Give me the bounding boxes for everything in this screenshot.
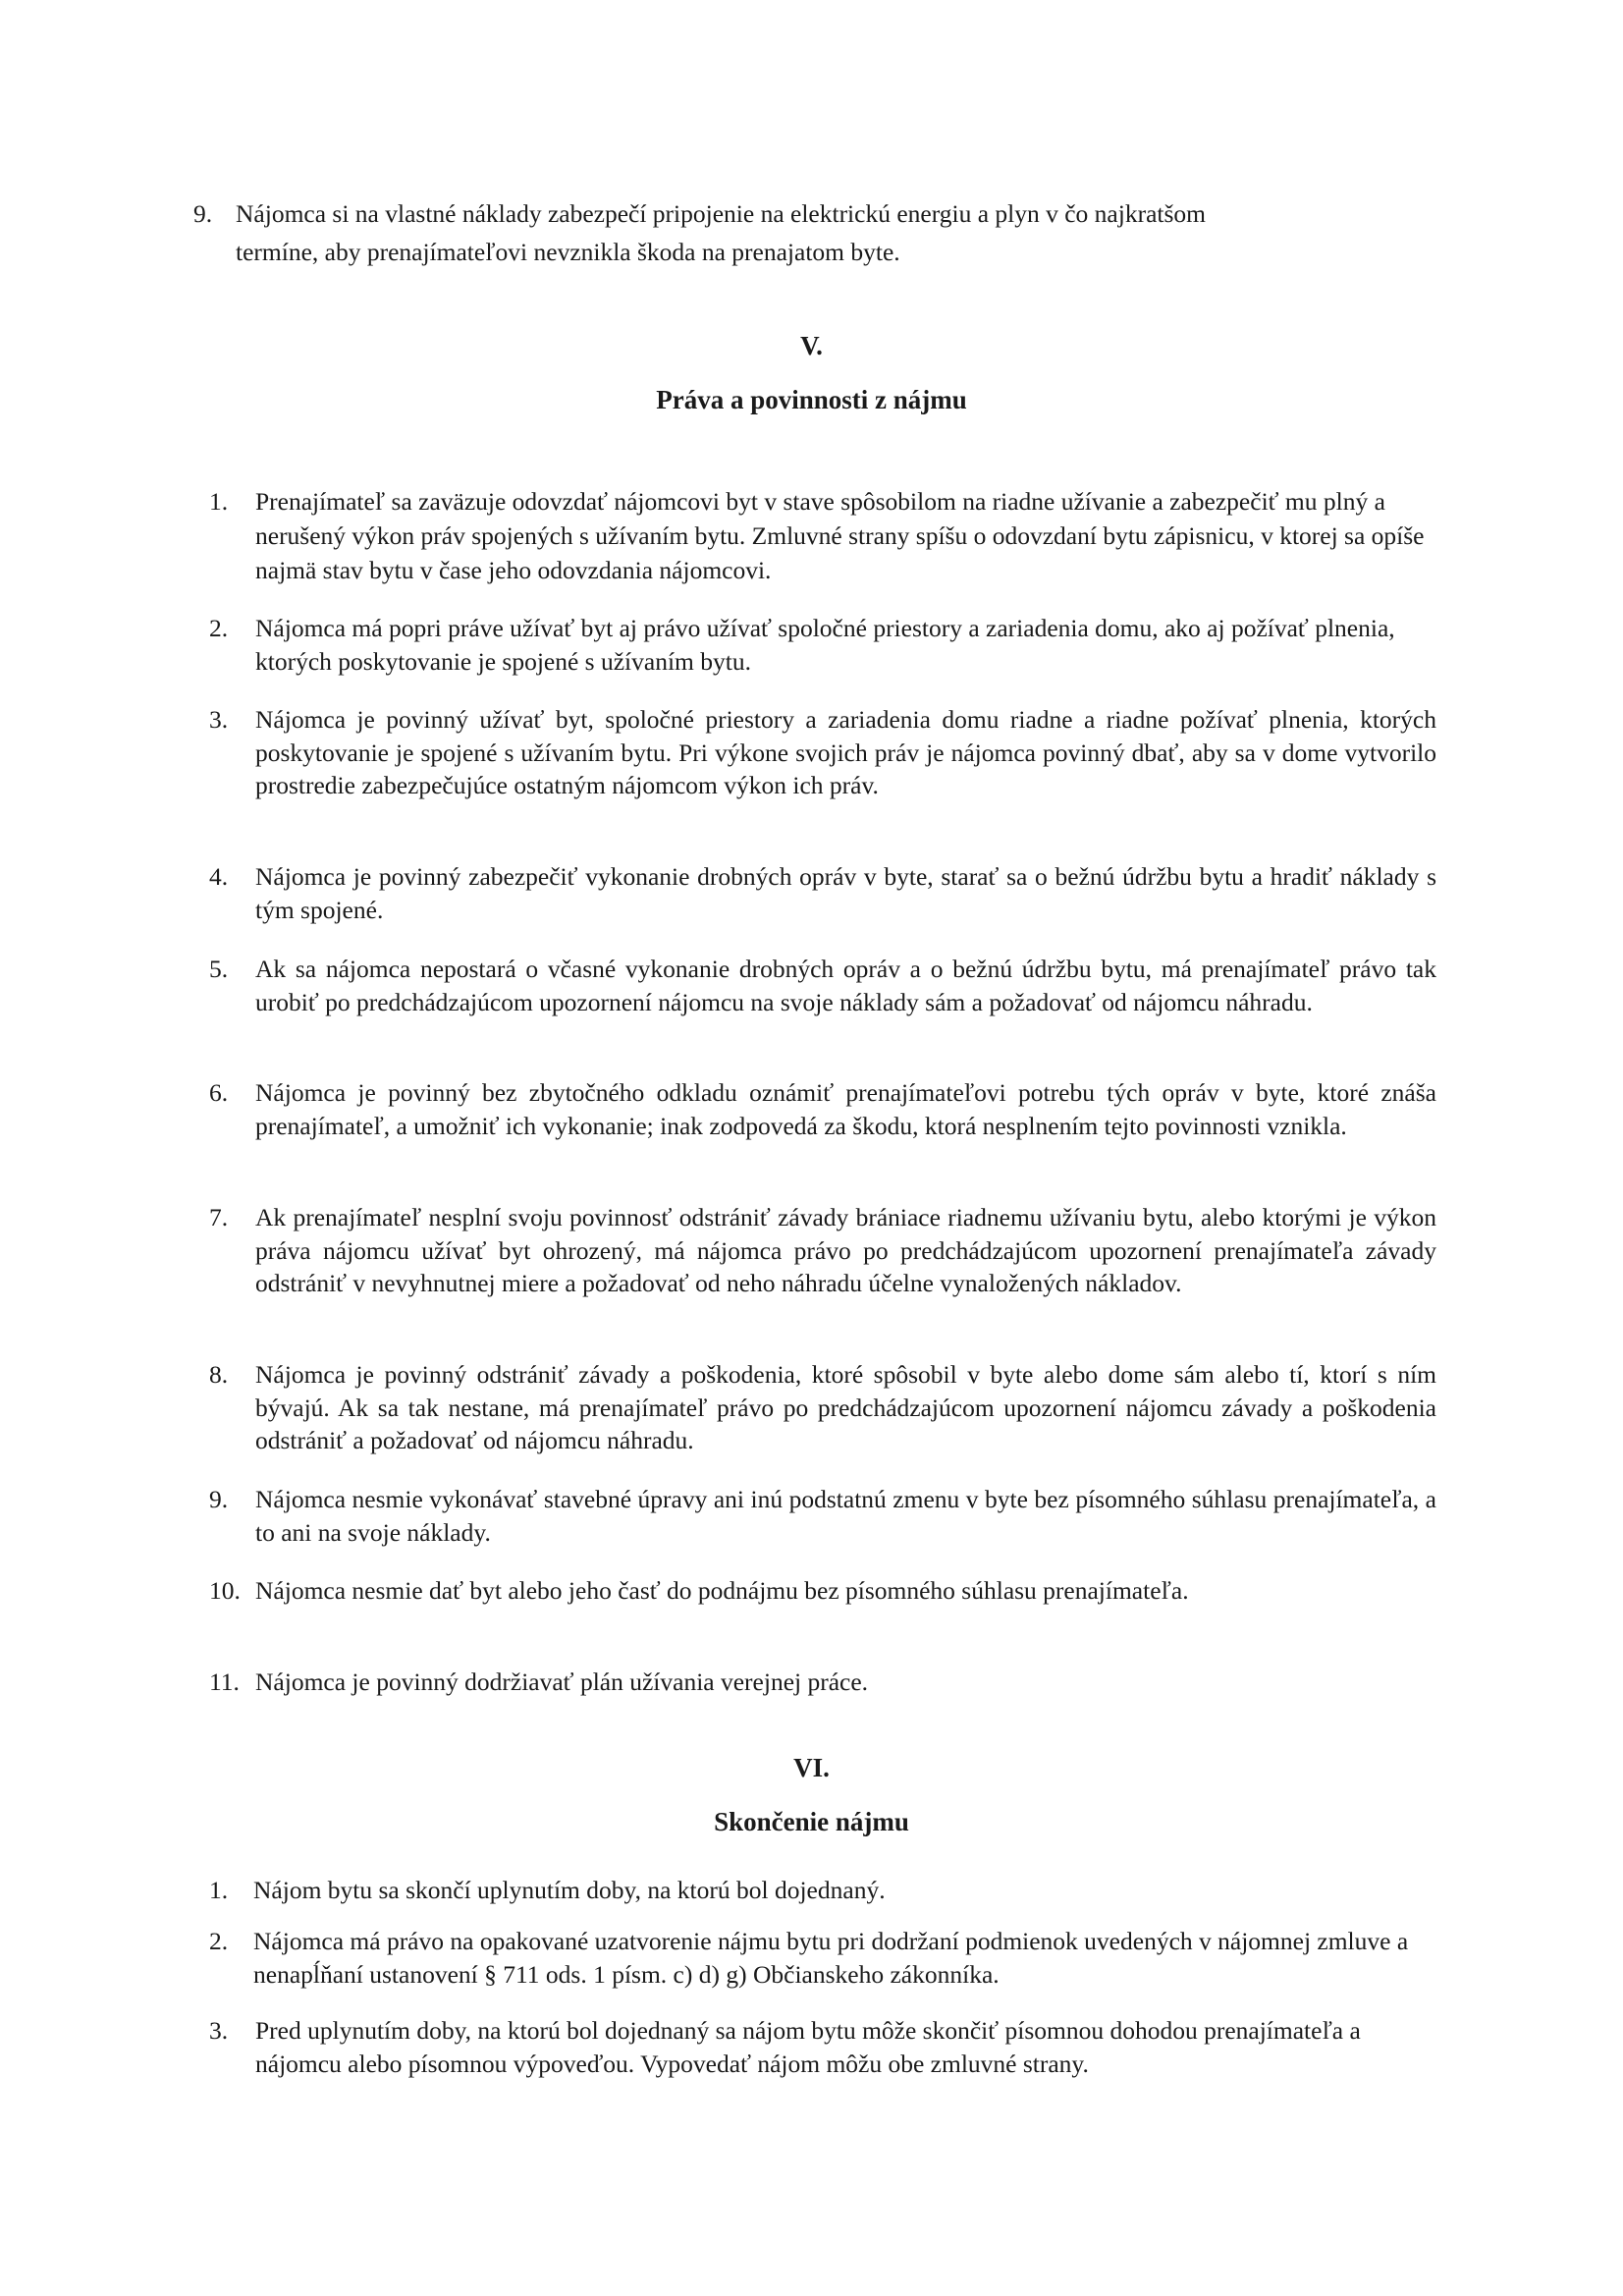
item-text: Nájomca je povinný užívať byt, spoločné priestory a zariadenia domu riadne a riadne požívať plnenia, ktorých poskytovanie je spojené s užívaním bytu. Pri výkone svojich práv je nájomca povinný dbať, aby sa v dome vytvorilo prostredie zabezpečujúce ostatným nájomcom výkon ich práv. [255,705,1436,799]
item-text: Nájom bytu sa skončí uplynutím doby, na ktorú bol dojednaný. [253,1876,886,1904]
list-item [209,1201,1436,1300]
list-item [209,484,1436,587]
item-text: Nájomca si na vlastné náklady zabezpečí pripojenie na elektrickú energiu a plyn v čo najkratšom termíne, aby prenajímateľovi nevznikla škoda na prenajatom byte. [236,199,1206,266]
item-text: Nájomca je povinný odstrániť závady a poškodenia, ktoré spôsobil v byte alebo dome sám alebo tí, ktorí s ním bývajú. Ak sa tak nestane, má prenajímateľ právo po predchádzajúcom upozornení nájomcu závady a poškodenia odstrániť a požadovať od nájomcu náhradu. [255,1360,1436,1454]
list-item [209,612,1436,678]
item-number: 1. [209,1876,229,1904]
list-item [209,1925,1427,1991]
item-number: 4. [209,862,229,891]
item-number: 1. [209,487,229,516]
item-text: Nájomca nesmie dať byt alebo jeho časť do podnájmu bez písomného súhlasu prenajímateľa. [255,1576,1189,1605]
section-title: Práva a povinnosti z nájmu [656,385,967,414]
item-text: Nájomca má právo na opakované uzatvorenie nájmu bytu pri dodržaní podmienok uvedených v nájomnej zmluve a nenapĺňaní ustanovení § 711 ods. 1 písm. c) d) g) Občianskeho zákonníka. [253,1927,1409,1989]
item-text: Ak sa nájomca nepostará o včasné vykonanie drobných opráv a o bežnú údržbu bytu, má prenajímateľ právo tak urobiť po predchádzajúcom upozornení nájomcu na svoje náklady sám a požadovať od nájomcu náhradu. [255,955,1436,1016]
list-item [209,703,1436,802]
item-text: Ak prenajímateľ nesplní svoju povinnosť odstrániť závady brániace riadnemu užívaniu bytu, alebo ktorými je výkon práva nájomcu užívať byt ohrozený, má nájomca právo po predchádzajúcom upozornení prenajímateľa závady odstrániť v nevyhnutnej miere a požadovať od neho náhradu účelne vynaložených nákladov. [255,1203,1436,1297]
item-text: Pred uplynutím doby, na ktorú bol dojednaný sa nájom bytu môže skončiť písomnou dohodou prenajímateľa a nájomcu alebo písomnou výpoveďou. Vypovedať nájom môžu obe zmluvné strany. [255,2016,1361,2078]
item-text: Nájomca je povinný bez zbytočného odkladu oznámiť prenajímateľovi potrebu tých opráv v byte, ktoré znáša prenajímateľ, a umožniť ich vykonanie; inak zodpovedá za škodu, ktorá nesplnením tejto povinnosti vznikla. [255,1078,1436,1140]
list-item [209,1358,1436,1457]
item-text: Nájomca má popri práve užívať byt aj právo užívať spoločné priestory a zariadenia domu, ako aj požívať plnenia, ktorých poskytovanie je spojené s užívaním bytu. [255,614,1395,676]
item-text: Nájomca je povinný dodržiavať plán užívania verejnej práce. [255,1667,869,1696]
list-item [209,953,1436,1018]
section-title: Skončenie nájmu [714,1807,909,1836]
item-number: 3. [209,2016,229,2045]
item-number: 2. [209,1927,229,1955]
item-number: 8. [209,1360,229,1389]
list-item [209,1874,1436,1907]
item-text: Nájomca nesmie vykonávať stavebné úpravy ani inú podstatnú zmenu v byte bez písomného súhlasu prenajímateľa, a to ani na svoje náklady. [255,1485,1436,1547]
list-item [209,1483,1436,1549]
list-item [209,1574,1436,1608]
section-numeral: VI. [793,1753,830,1782]
item-number: 2. [209,614,229,642]
item-number: 3. [209,705,229,734]
item-number: 9. [209,1485,229,1513]
item-number: 9. [193,199,213,228]
section-numeral: V. [800,331,823,360]
list-item [209,1666,1436,1699]
item-number: 6. [209,1078,229,1107]
item-number: 5. [209,955,229,983]
list-item [209,1076,1436,1142]
item-number: 11. [209,1667,240,1696]
list-item [193,194,1273,271]
list-item [209,860,1436,926]
item-text: Prenajímateľ sa zaväzuje odovzdať nájomcovi byt v stave spôsobilom na riadne užívanie a zabezpečiť mu plný a nerušený výkon práv spojených s užívaním bytu. Zmluvné strany spíšu o odovzdaní bytu zápisnicu, v ktorej sa opíše najmä stav bytu v čase jeho odovzdania nájomcovi. [255,487,1425,584]
item-text: Nájomca je povinný zabezpečiť vykonanie drobných opráv v byte, starať sa o bežnú údržbu bytu a hradiť náklady s tým spojené. [255,862,1436,924]
item-number: 10. [209,1576,241,1605]
item-number: 7. [209,1203,229,1231]
list-item [209,2014,1387,2080]
